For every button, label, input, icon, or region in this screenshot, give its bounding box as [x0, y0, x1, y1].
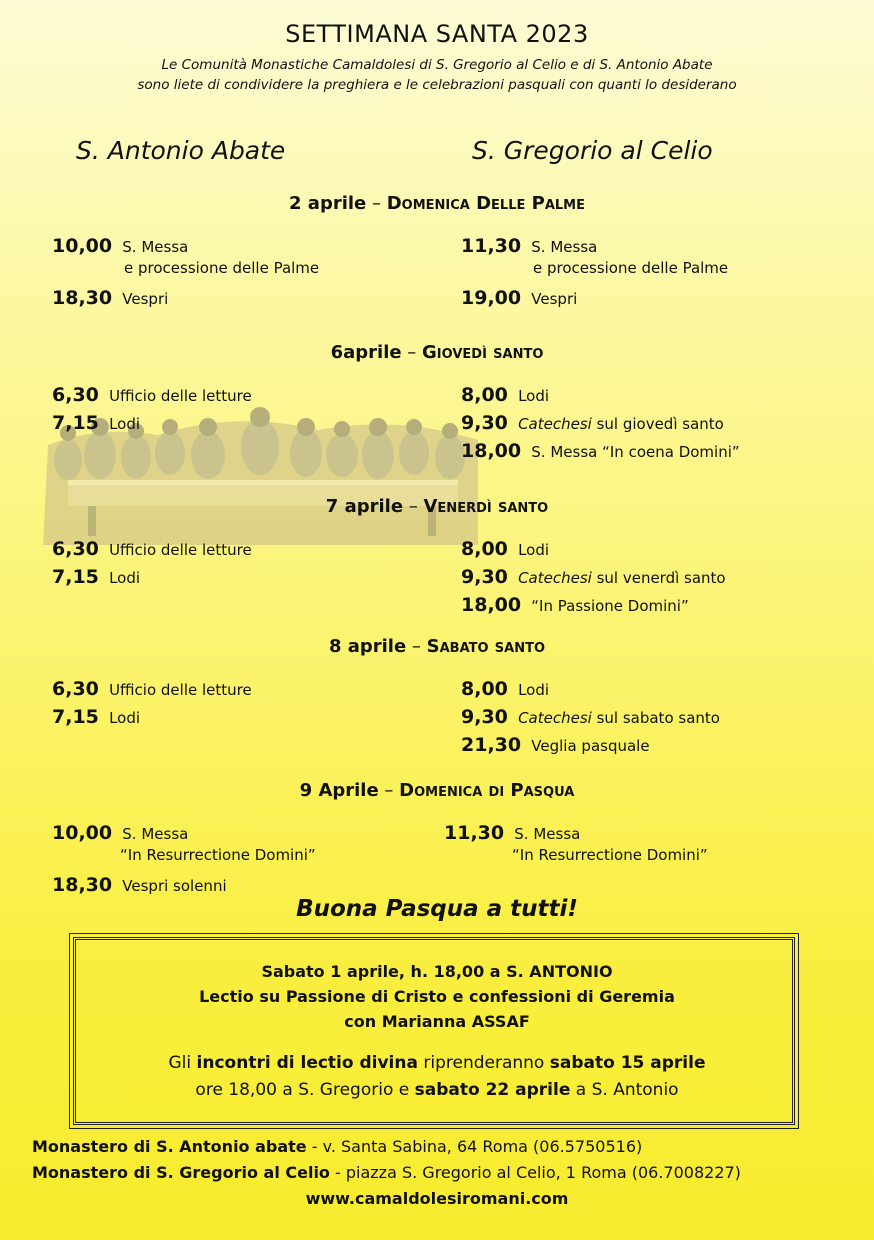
footer-line-1: Monastero di S. Antonio abate - v. Santa Sabina, 64 Roma (06.5750516): [32, 1137, 643, 1156]
schedule-entry-right: [461, 235, 597, 257]
entry-time: 9,30: [461, 706, 508, 728]
entry-label: sul sabato santo: [591, 709, 720, 727]
notice-line-2: Lectio su Passione di Cristo e confessioni di Geremia: [199, 987, 675, 1006]
greeting: Buona Pasqua a tutti!: [296, 896, 578, 922]
schedule-entry-right: [461, 566, 726, 588]
schedule-entry-right: [461, 678, 549, 700]
website-link[interactable]: www.camaldolesiromani.com: [305, 1189, 569, 1208]
schedule-entry-right: [461, 287, 577, 309]
entry-time: 8,00: [461, 678, 508, 700]
entry-label-italic: Catechesi: [518, 415, 592, 433]
day-heading: 9 Aprile – Domenica di Pasqua: [299, 780, 575, 801]
entry-time: 6,30: [52, 538, 99, 560]
schedule-entry-right: [461, 538, 549, 560]
entry-time: 18,00: [461, 440, 522, 462]
schedule-entry-right: [461, 706, 720, 728]
entry-time: 7,15: [52, 412, 99, 434]
entry-label: S. Messa “In coena Domini”: [531, 443, 740, 461]
day-heading: 8 aprile – Sabato santo: [328, 636, 546, 657]
notice-line-4: Gli incontri di lectio divina riprenderanno sabato 15 aprile: [168, 1053, 706, 1073]
entry-label: Lodi: [518, 387, 550, 405]
notice-line-5: ore 18,00 a S. Gregorio e sabato 22 aprile a S. Antonio: [195, 1080, 679, 1100]
schedule-entry-right: [444, 822, 580, 844]
page-title: SETTIMANA SANTA 2023: [285, 20, 589, 48]
entry-time: 7,15: [52, 706, 99, 728]
entry-label-italic: Catechesi: [518, 569, 592, 587]
schedule-entry-left: [52, 287, 168, 309]
day-heading: 7 aprile – Venerdì santo: [325, 496, 549, 517]
schedule-entry-left: [52, 538, 252, 560]
entry-label: S. Messa: [122, 825, 189, 843]
church-heading-left: S. Antonio Abate: [76, 136, 286, 165]
schedule-entry-right: [461, 384, 549, 406]
entry-time: 10,00: [52, 235, 113, 257]
schedule-entry-right: [461, 594, 689, 616]
schedule-entry-left: [52, 412, 140, 434]
schedule-entry-right: [461, 412, 724, 434]
day-heading: 6aprile – Giovedì santo: [330, 342, 544, 363]
entry-label: Ufficio delle letture: [109, 681, 252, 699]
schedule-entry-left: [52, 384, 252, 406]
schedule-entry-left: [52, 678, 252, 700]
entry-label: S. Messa: [531, 238, 598, 256]
entry-label-italic: Catechesi: [518, 709, 592, 727]
schedule-entry-left: [52, 874, 227, 896]
entry-time: 18,30: [52, 874, 113, 896]
schedule-entry-left: [52, 706, 140, 728]
day-heading: 2 aprile – Domenica Delle Palme: [289, 193, 585, 214]
entry-time: 21,30: [461, 734, 522, 756]
entry-label: Vespri: [122, 290, 169, 308]
entry-label: Ufficio delle letture: [109, 541, 252, 559]
entry-label: Lodi: [109, 415, 141, 433]
entry-label: Vespri solenni: [122, 877, 227, 895]
entry-sub-label: “In Resurrectione Domini”: [512, 846, 708, 864]
entry-sub-label: “In Resurrectione Domini”: [120, 846, 316, 864]
schedule-entry-left: [52, 235, 188, 257]
entry-label: Lodi: [518, 541, 550, 559]
entry-time: 6,30: [52, 678, 99, 700]
subtitle-line-2: sono liete di condividere la preghiera e le celebrazioni pasquali con quanti lo desiderano: [137, 77, 737, 93]
entry-time: 8,00: [461, 538, 508, 560]
entry-time: 9,30: [461, 412, 508, 434]
entry-time: 9,30: [461, 566, 508, 588]
entry-label: Ufficio delle letture: [109, 387, 252, 405]
entry-time: 11,30: [461, 235, 522, 257]
schedule-entry-left: [52, 566, 140, 588]
entry-label: Vespri: [531, 290, 578, 308]
entry-label: Veglia pasquale: [531, 737, 650, 755]
church-heading-right: S. Gregorio al Celio: [472, 136, 713, 165]
entry-label: Lodi: [518, 681, 550, 699]
entry-time: 19,00: [461, 287, 522, 309]
entry-time: 18,00: [461, 594, 522, 616]
notice-line-3: con Marianna ASSAF: [344, 1012, 530, 1031]
entry-label: sul venerdì santo: [591, 569, 726, 587]
entry-time: 10,00: [52, 822, 113, 844]
schedule-entry-left: [52, 822, 188, 844]
notice-line-1: Sabato 1 aprile, h. 18,00 a S. ANTONIO: [261, 962, 613, 981]
entry-time: 11,30: [444, 822, 505, 844]
entry-label: “In Passione Domini”: [531, 597, 689, 615]
footer-line-2: Monastero di S. Gregorio al Celio - piazza S. Gregorio al Celio, 1 Roma (06.7008227): [32, 1163, 741, 1182]
entry-time: 18,30: [52, 287, 113, 309]
entry-time: 7,15: [52, 566, 99, 588]
entry-label: sul giovedì santo: [591, 415, 724, 433]
entry-label: Lodi: [109, 709, 141, 727]
entry-sub-label: e processione delle Palme: [124, 259, 320, 277]
entry-label: S. Messa: [122, 238, 189, 256]
entry-time: 8,00: [461, 384, 508, 406]
schedule-entry-right: [461, 734, 650, 756]
schedule-entry-right: [461, 440, 740, 462]
subtitle-line-1: Le Comunità Monastiche Camaldolesi di S. Gregorio al Celio e di S. Antonio Abate: [161, 57, 713, 73]
entry-label: Lodi: [109, 569, 141, 587]
entry-label: S. Messa: [514, 825, 581, 843]
entry-sub-label: e processione delle Palme: [533, 259, 729, 277]
entry-time: 6,30: [52, 384, 99, 406]
